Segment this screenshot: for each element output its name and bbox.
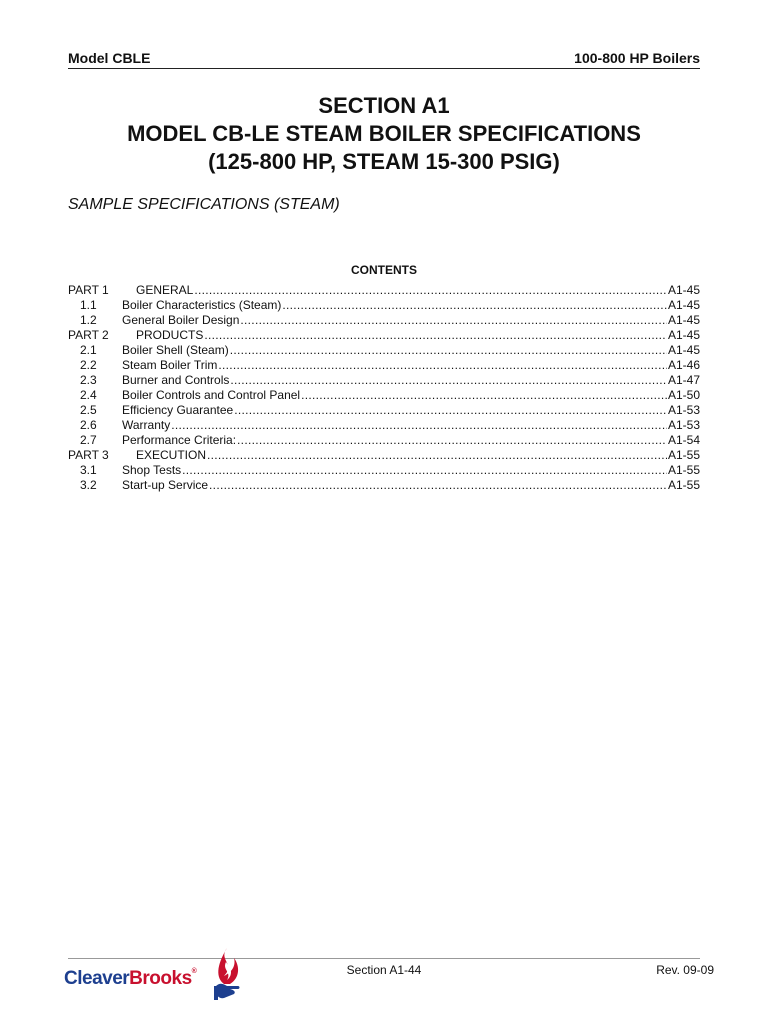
toc-title: Boiler Shell (Steam) [122, 343, 229, 357]
toc-leader-dots [240, 313, 667, 328]
toc-leader-dots [182, 463, 667, 478]
page-header [68, 46, 700, 66]
toc-page-number: A1-45 [667, 298, 700, 312]
footer-revision: Rev. 09-09 [656, 963, 714, 977]
toc-title: EXECUTION [136, 448, 207, 462]
toc-number: PART 1 [68, 283, 109, 297]
toc-leader-dots [301, 388, 667, 403]
toc-title: Efficiency Guarantee [122, 403, 234, 417]
toc-leader-dots [230, 373, 667, 388]
toc-section-row [68, 298, 700, 313]
toc-page-number: A1-45 [667, 283, 700, 297]
toc-number: 2.6 [80, 418, 97, 432]
toc-page-number: A1-46 [667, 358, 700, 372]
toc-number: 2.1 [80, 343, 97, 357]
contents-heading: CONTENTS [351, 263, 417, 277]
toc-title: Burner and Controls [122, 373, 230, 387]
toc-number: 3.1 [80, 463, 97, 477]
toc-title: Warranty [122, 418, 171, 432]
sample-spec-subtitle: SAMPLE SPECIFICATIONS (STEAM) [68, 196, 340, 213]
toc-leader-dots [171, 418, 667, 433]
toc-part-row [68, 328, 700, 343]
spec-range-title: (125-800 HP, STEAM 15-300 PSIG) [208, 149, 560, 174]
toc-leader-dots [218, 358, 667, 373]
toc-section-row [68, 418, 700, 433]
toc-title: Steam Boiler Trim [122, 358, 218, 372]
toc-section-row [68, 358, 700, 373]
toc-page-number: A1-45 [667, 343, 700, 357]
toc-page-number: A1-53 [667, 418, 700, 432]
section-title-block [0, 92, 768, 176]
logo-cleaver: Cleaver [64, 968, 130, 989]
toc-part-row [68, 283, 700, 298]
toc-number: PART 2 [68, 328, 109, 342]
toc-page-number: A1-50 [667, 388, 700, 402]
toc-page-number: A1-47 [667, 373, 700, 387]
toc-section-row [68, 478, 700, 493]
toc-page-number: A1-53 [667, 403, 700, 417]
toc-section-row [68, 463, 700, 478]
toc-number: 2.7 [80, 433, 97, 447]
toc-number: 3.2 [80, 478, 97, 492]
footer-section-number: Section A1-44 [346, 963, 422, 977]
toc-page-number: A1-45 [667, 328, 700, 342]
logo-brooks: Brooks [129, 968, 192, 989]
toc-number: 2.2 [80, 358, 97, 372]
toc-page-number: A1-55 [667, 463, 700, 477]
toc-leader-dots [194, 283, 667, 298]
table-of-contents [68, 283, 700, 493]
header-range: 100-800 HP Boilers [574, 50, 700, 66]
toc-number: PART 3 [68, 448, 109, 462]
toc-page-number: A1-55 [667, 448, 700, 462]
toc-title: Performance Criteria: [122, 433, 237, 447]
spec-title: MODEL CB-LE STEAM BOILER SPECIFICATIONS [127, 121, 641, 146]
toc-page-number: A1-45 [667, 313, 700, 327]
toc-section-row [68, 313, 700, 328]
toc-number: 1.1 [80, 298, 97, 312]
toc-leader-dots [204, 328, 667, 343]
toc-section-row [68, 343, 700, 358]
toc-number: 1.2 [80, 313, 97, 327]
toc-number: 2.4 [80, 388, 97, 402]
toc-part-row [68, 448, 700, 463]
toc-page-number: A1-55 [667, 478, 700, 492]
toc-title: Boiler Controls and Control Panel [122, 388, 301, 402]
toc-section-row [68, 403, 700, 418]
toc-page-number: A1-54 [667, 433, 700, 447]
toc-leader-dots [234, 403, 667, 418]
toc-section-row [68, 388, 700, 403]
toc-leader-dots [209, 478, 667, 493]
toc-number: 2.5 [80, 403, 97, 417]
logo-registered-mark: ® [191, 968, 197, 975]
toc-title: Shop Tests [122, 463, 182, 477]
toc-title: PRODUCTS [136, 328, 204, 342]
toc-leader-dots [230, 343, 667, 358]
toc-number: 2.3 [80, 373, 97, 387]
toc-title: GENERAL [136, 283, 194, 297]
toc-leader-dots [282, 298, 667, 313]
header-model: Model CBLE [68, 50, 151, 66]
toc-leader-dots [237, 433, 667, 448]
toc-leader-dots [207, 448, 667, 463]
toc-section-row [68, 373, 700, 388]
toc-title: Start-up Service [122, 478, 209, 492]
toc-title: General Boiler Design [122, 313, 240, 327]
toc-section-row [68, 433, 700, 448]
toc-title: Boiler Characteristics (Steam) [122, 298, 282, 312]
section-title: SECTION A1 [318, 93, 450, 118]
header-rule [68, 68, 700, 69]
